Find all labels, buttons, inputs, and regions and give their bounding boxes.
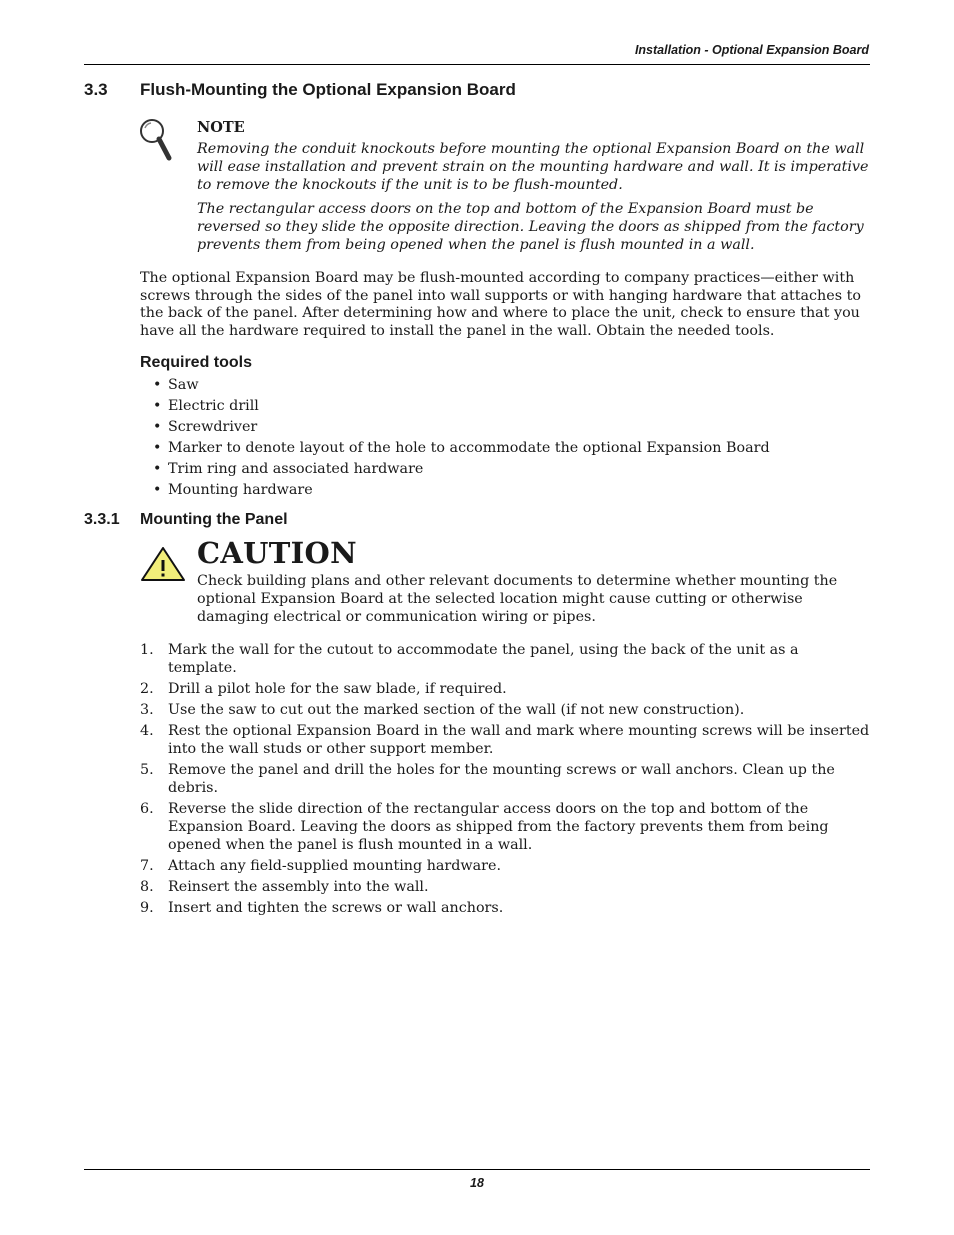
- subsection-number: 3.3.1: [84, 511, 120, 528]
- list-item: 6. Reverse the slide direction of the rectangular access doors on the top and bottom of the Expansion Board. Leaving the doors as shipped from the factory prevents them from being opened when the panel is flush mounted in a wall.: [140, 801, 829, 853]
- list-item: • Marker to denote layout of the hole to accommodate the optional Expansion Board: [153, 440, 770, 456]
- list-item: 1. Mark the wall for the cutout to accommodate the panel, using the back of the unit as a template.: [140, 642, 799, 676]
- section-number: 3.3: [84, 80, 108, 99]
- list-item: 3. Use the saw to cut out the marked section of the wall (if not new construction).: [140, 702, 745, 718]
- section-title: Flush-Mounting the Optional Expansion Board: [140, 80, 516, 99]
- list-item: • Trim ring and associated hardware: [153, 461, 424, 477]
- bullet: •: [153, 482, 162, 498]
- bullet: •: [153, 461, 162, 477]
- bullet: •: [153, 440, 162, 456]
- bullet: •: [153, 398, 162, 414]
- steps-list: [140, 641, 870, 920]
- list-item: 7. Attach any field-supplied mounting hardware.: [140, 858, 502, 874]
- magnifier-icon: [138, 117, 174, 163]
- subsection-title: Mounting the Panel: [140, 511, 288, 528]
- body-paragraph: The optional Expansion Board may be flush-mounted according to company practices—either with screws through the sides of the panel into wall supports or with hanging hardware that attaches to the back of the panel. After determining how and where to place the unit, check to ensure that you have all the hardware required to install the panel in the wall. Obtain the needed tools.: [140, 270, 861, 339]
- list-item: • Mounting hardware: [153, 482, 313, 498]
- list-item: • Saw: [153, 377, 199, 393]
- list-item: • Electric drill: [153, 398, 259, 414]
- list-item: 8. Reinsert the assembly into the wall.: [140, 879, 429, 895]
- subsection-heading: [84, 511, 288, 529]
- page-number: 18: [470, 1176, 484, 1190]
- tools-list: [140, 376, 870, 502]
- header-rule: [84, 64, 870, 65]
- section-heading: [84, 80, 516, 100]
- list-item: 2. Drill a pilot hole for the saw blade, if required.: [140, 681, 507, 697]
- running-header: Installation - Optional Expansion Board: [634, 43, 869, 57]
- list-item: 5. Remove the panel and drill the holes for the mounting screws or wall anchors. Clean up the debris.: [140, 762, 835, 796]
- warning-triangle-icon: [140, 546, 186, 582]
- list-item: 4. Rest the optional Expansion Board in the wall and mark where mounting screws will be inserted into the wall studs or other support member.: [140, 723, 870, 757]
- caution-text: Check building plans and other relevant documents to determine whether mounting the optional Expansion Board at the selected location might cause cutting or otherwise damaging electrical or communication wiring or pipes.: [197, 573, 838, 625]
- bullet: •: [153, 419, 162, 435]
- note-title: NOTE: [197, 119, 245, 136]
- list-item: • Screwdriver: [153, 419, 258, 435]
- list-item: 9. Insert and tighten the screws or wall anchors.: [140, 900, 504, 916]
- bullet: •: [153, 377, 162, 393]
- footer-rule: [84, 1169, 870, 1170]
- caution-title: CAUTION: [197, 536, 357, 570]
- required-tools-heading: Required tools: [140, 354, 253, 371]
- note-paragraph: The rectangular access doors on the top and bottom of the Expansion Board must be reversed so they slide the opposite direction. Leaving the doors as shipped from the factory prevents them from being opened when the panel is flush mounted in a wall.: [197, 201, 864, 253]
- note-paragraph: Removing the conduit knockouts before mounting the optional Expansion Board on the wall will ease installation and prevent strain on the mounting hardware and wall. It is imperative to remove the knockouts if the unit is to be flush-mounted.: [197, 141, 869, 193]
